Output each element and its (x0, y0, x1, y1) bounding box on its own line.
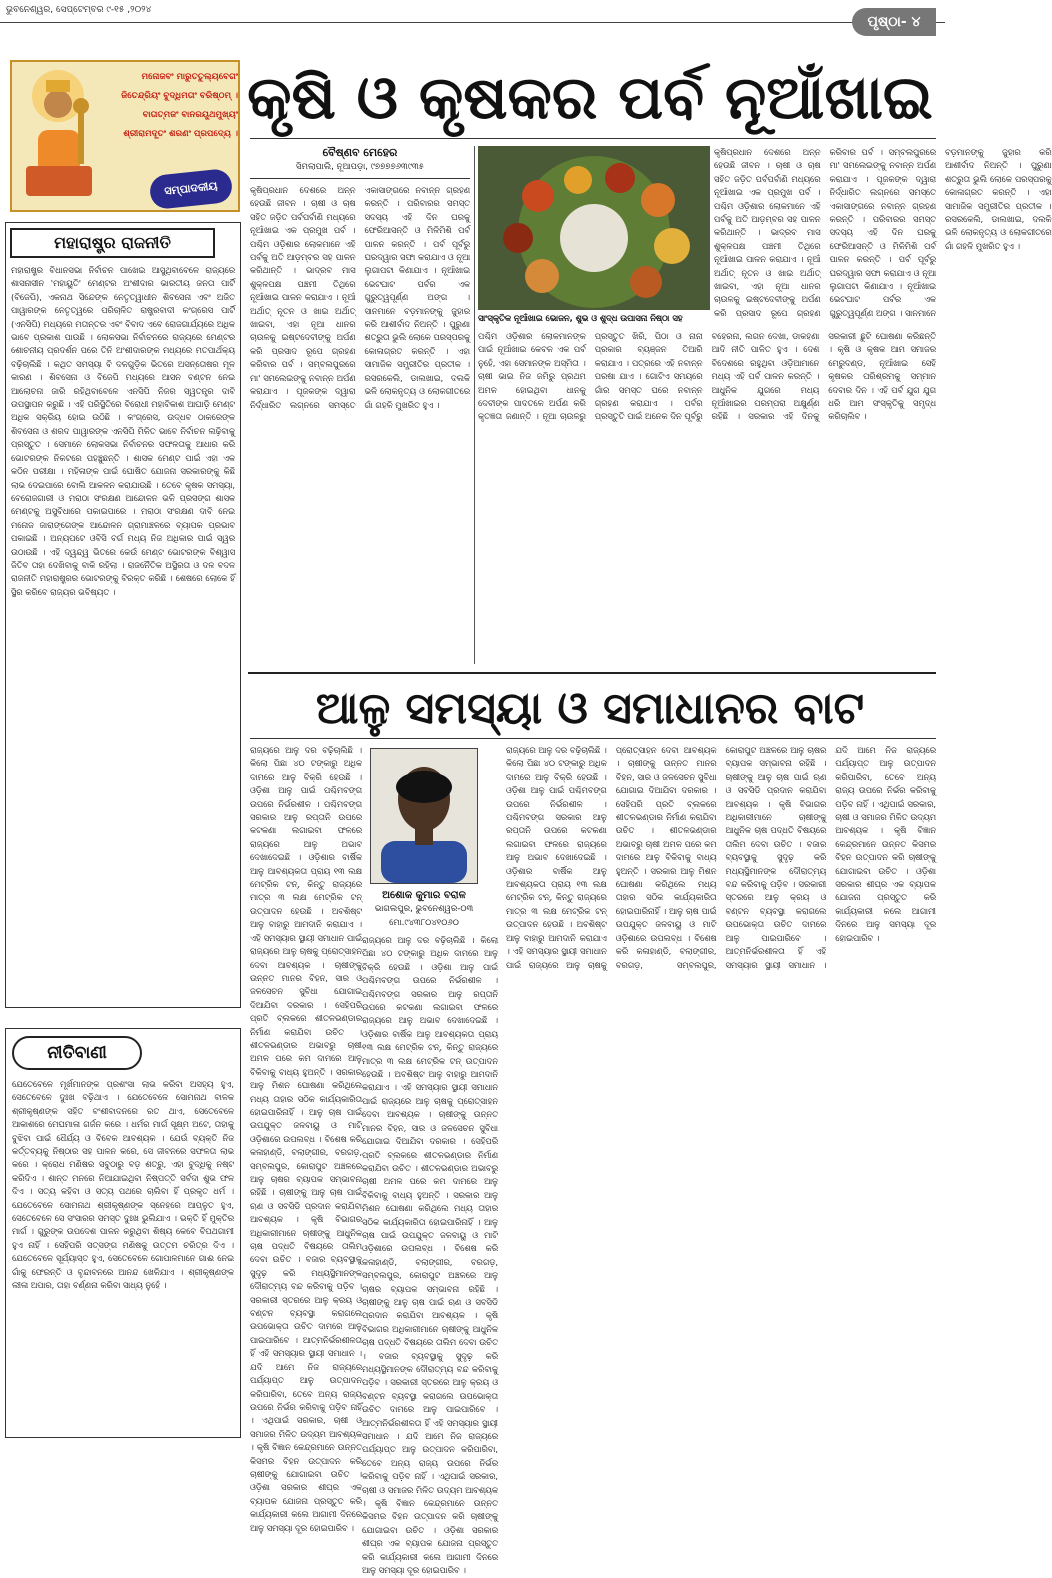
alu-author-phone: ମୋ.୯୪୩୮୦୪୧୦୬୦ (389, 918, 459, 928)
headline-rule (250, 138, 936, 139)
niti-title: ନୀତିବାଣୀ (12, 1036, 142, 1070)
alu-body-left: ରାଜ୍ୟରେ ଆଳୁ ଦର ବଢ଼ିଚାଲିଛି । କିଲୋ ପିଛା ୪୦ ଟଙ୍କାରୁ ଅଧିକ ଦାମରେ ଆଳୁ ବିକ୍ରି ହେଉଛି । ଓଡ଼ିଶା ଆଳୁ ପାଇଁ ପଶ୍ଚିମବଙ୍ଗ ଉପରେ ନିର୍ଭରଶୀଳ । ପଶ୍ଚିମବଙ୍ଗ ସରକାର ଆଳୁ ରପ୍ତାନି ଉପରେ କଟକଣା ଲଗାଇବା ଫଳରେ ରାଜ୍ୟରେ ଆଳୁ ଅଭାବ ଦେଖାଦେଇଛି । ଓଡ଼ିଶାର ବାର୍ଷିକ ଆଳୁ ଆବଶ୍ୟକତା ପ୍ରାୟ ୧୩ ଲକ୍ଷ ମେଟ୍ରିକ ଟନ୍, କିନ୍ତୁ ରାଜ୍ୟରେ ମାତ୍ର ୩ ଲକ୍ଷ ମେଟ୍ରିକ ଟନ୍ ଉତ୍ପାଦନ ହେଉଛି । ଅବଶିଷ୍ଟ ଆଳୁ ବାହାରୁ ଆମଦାନି କରାଯାଏ । ଏହି ସମସ୍ୟାର ସ୍ଥାୟୀ ସମାଧାନ ପାଇଁ ରାଜ୍ୟରେ ଆଳୁ ଚାଷକୁ ପ୍ରୋତ୍ସାହନ ଦେବା ଆବଶ୍ୟକ । ଚାଷୀଙ୍କୁ ଉନ୍ନତ ମାନର ବିହନ, ସାର ଓ ଜଳସେଚନ ସୁବିଧା ଯୋଗାଇ ଦିଆଯିବା ଦରକାର । ସେହିପରି ପ୍ରତି ବ୍ଲକରେ ଶୀତଳଭଣ୍ଡାର ନିର୍ମାଣ କରାଯିବା ଉଚିତ । ଶୀତଳଭଣ୍ଡାର ଅଭାବରୁ ଚାଷୀ ଅମଳ ପରେ କମ ଦାମରେ ଆଳୁ ବିକିବାକୁ ବାଧ୍ୟ ହୁଅନ୍ତି । ସରକାର ଆଳୁ ମିଶନ ଘୋଷଣା କରିଥିଲେ ମଧ୍ୟ ତାହାର ସଠିକ କାର୍ଯ୍ୟକାରିତା ହୋଇପାରିନାହିଁ । ଆଳୁ ଚାଷ ପାଇଁ ଉପଯୁକ୍ତ ଜଳବାୟୁ ଓ ମାଟି ଓଡ଼ିଶାରେ ଉପଲବ୍ଧ । ବିଶେଷ କରି କଳାହାଣ୍ଡି, ବଲାଙ୍ଗୀର, ବରଗଡ଼, ସମ୍ବଲପୁର, କୋରାପୁଟ ଅଞ୍ଚଳରେ ଆଳୁ ଚାଷର ବ୍ୟାପକ ସମ୍ଭାବନା ରହିଛି । ଚାଷୀଙ୍କୁ ଆଳୁ ଚାଷ ପାଇଁ ଋଣ ଓ ସବସିଡି ପ୍ରଦାନ କରାଯିବା ଆବଶ୍ୟକ । କୃଷି ବିଭାଗର ଅଧିକାରୀମାନେ ଚାଷୀଙ୍କୁ ଆଧୁନିକ ଚାଷ ପଦ୍ଧତି ବିଷୟରେ ତାଲିମ ଦେବା ଉଚିତ । ବଜାର ବ୍ୟବସ୍ଥାକୁ ସୁଦୃଢ଼ କରି ମଧ୍ୟସ୍ଥିମାନଙ୍କ ଦୌରାତ୍ମ୍ୟ ବନ୍ଦ କରିବାକୁ ପଡ଼ିବ । ସରକାରୀ ସ୍ତରରେ ଆଳୁ କ୍ରୟ ଓ ବଣ୍ଟନ ବ୍ୟବସ୍ଥା କରାଗଲେ ଉପଭୋକ୍ତା ଉଚିତ ଦାମରେ ଆଳୁ ପାଇପାରିବେ । ଆତ୍ମନିର୍ଭରଶୀଳତା ହିଁ ଏହି ସମସ୍ୟାର ସ୍ଥାୟୀ ସମାଧାନ । ଯଦି ଆମେ ନିଜ ରାଜ୍ୟରେ ପର୍ଯ୍ୟାପ୍ତ ଆଳୁ ଉତ୍ପାଦନ କରିପାରିବା, ତେବେ ଅନ୍ୟ ରାଜ୍ୟ ଉପରେ ନିର୍ଭର କରିବାକୁ ପଡ଼ିବ ନାହିଁ । ଏଥିପାଇଁ ସରକାର, ଚାଷୀ ଓ ସମାଜର ମିଳିତ ଉଦ୍ୟମ ଆବଶ୍ୟକ । କୃଷି ବିଜ୍ଞାନ କେନ୍ଦ୍ରମାନେ ଉନ୍ନତ କିସମର ବିହନ ଉତ୍ପାଦନ କରି ଚାଷୀଙ୍କୁ ଯୋଗାଇବା ଉଚିତ । ଓଡ଼ିଶା ସରକାର ଶୀଘ୍ର ଏକ ବ୍ୟାପକ ଯୋଜନା ପ୍ରସ୍ତୁତ କରି କାର୍ଯ୍ୟକାରୀ କଲେ ଆଗାମୀ ଦିନରେ ଆଳୁ ସମସ୍ୟା ଦୂର ହୋଇପାରିବ । (250, 745, 362, 1533)
nuakhai-author-address: ସିମଲାପାଲି, ନୂଆପଡ଼ା, ୯୭୭୭୭୬୩୯୩୫ (296, 162, 424, 172)
page-number: ପୃଷ୍ଠା- ୪ (852, 8, 936, 36)
alu-body-mid: ରାଜ୍ୟରେ ଆଳୁ ଦର ବଢ଼ିଚାଲିଛି । କିଲୋ ପିଛା ୪୦ ଟଙ୍କାରୁ ଅଧିକ ଦାମରେ ଆଳୁ ବିକ୍ରି ହେଉଛି । ଓଡ଼ିଶା ଆଳୁ ପାଇଁ ପଶ୍ଚିମବଙ୍ଗ ଉପରେ ନିର୍ଭରଶୀଳ । ପଶ୍ଚିମବଙ୍ଗ ସରକାର ଆଳୁ ରପ୍ତାନି ଉପରେ କଟକଣା ଲଗାଇବା ଫଳରେ ରାଜ୍ୟରେ ଆଳୁ ଅଭାବ ଦେଖାଦେଇଛି । ଓଡ଼ିଶାର ବାର୍ଷିକ ଆଳୁ ଆବଶ୍ୟକତା ପ୍ରାୟ ୧୩ ଲକ୍ଷ ମେଟ୍ରିକ ଟନ୍, କିନ୍ତୁ ରାଜ୍ୟରେ ମାତ୍ର ୩ ଲକ୍ଷ ମେଟ୍ରିକ ଟନ୍ ଉତ୍ପାଦନ ହେଉଛି । ଅବଶିଷ୍ଟ ଆଳୁ ବାହାରୁ ଆମଦାନି କରାଯାଏ । ଏହି ସମସ୍ୟାର ସ୍ଥାୟୀ ସମାଧାନ ପାଇଁ ରାଜ୍ୟରେ ଆଳୁ ଚାଷକୁ ପ୍ରୋତ୍ସାହନ ଦେବା ଆବଶ୍ୟକ । ଚାଷୀଙ୍କୁ ଉନ୍ନତ ମାନର ବିହନ, ସାର ଓ ଜଳସେଚନ ସୁବିଧା ଯୋଗାଇ ଦିଆଯିବା ଦରକାର । ସେହିପରି ପ୍ରତି ବ୍ଲକରେ ଶୀତଳଭଣ୍ଡାର ନିର୍ମାଣ କରାଯିବା ଉଚିତ । ଶୀତଳଭଣ୍ଡାର ଅଭାବରୁ ଚାଷୀ ଅମଳ ପରେ କମ ଦାମରେ ଆଳୁ ବିକିବାକୁ ବାଧ୍ୟ ହୁଅନ୍ତି । ସରକାର ଆଳୁ ମିଶନ ଘୋଷଣା କରିଥିଲେ ମଧ୍ୟ ତାହାର ସଠିକ କାର୍ଯ୍ୟକାରିତା ହୋଇପାରିନାହିଁ । ଆଳୁ ଚାଷ ପାଇଁ ଉପଯୁକ୍ତ ଜଳବାୟୁ ଓ ମାଟି ଓଡ଼ିଶାରେ ଉପଲବ୍ଧ । ବିଶେଷ କରି କଳାହାଣ୍ଡି, ବଲାଙ୍ଗୀର, ବରଗଡ଼, ସମ୍ବଲପୁର, କୋରାପୁଟ ଅଞ୍ଚଳରେ ଆଳୁ ଚାଷର ବ୍ୟାପକ ସମ୍ଭାବନା ରହିଛି । ଚାଷୀଙ୍କୁ ଆଳୁ ଚାଷ ପାଇଁ ଋଣ ଓ ସବସିଡି ପ୍ରଦାନ କରାଯିବା ଆବଶ୍ୟକ । କୃଷି ବିଭାଗର ଅଧିକାରୀମାନେ ଚାଷୀଙ୍କୁ ଆଧୁନିକ ଚାଷ ପଦ୍ଧତି ବିଷୟରେ ତାଲିମ ଦେବା ଉଚିତ । ବଜାର ବ୍ୟବସ୍ଥାକୁ ସୁଦୃଢ଼ କରି ମଧ୍ୟସ୍ଥିମାନଙ୍କ ଦୌରାତ୍ମ୍ୟ ବନ୍ଦ କରିବାକୁ ପଡ଼ିବ । ସରକାରୀ ସ୍ତରରେ ଆଳୁ କ୍ରୟ ଓ ବଣ୍ଟନ ବ୍ୟବସ୍ଥା କରାଗଲେ ଉପଭୋକ୍ତା ଉଚିତ ଦାମରେ ଆଳୁ ପାଇପାରିବେ । ଆତ୍ମନିର୍ଭରଶୀଳତା ହିଁ ଏହି ସମସ୍ୟାର ସ୍ଥାୟୀ ସମାଧାନ । ଯଦି ଆମେ ନିଜ ରାଜ୍ୟରେ ପର୍ଯ୍ୟାପ୍ତ ଆଳୁ ଉତ୍ପାଦନ କରିପାରିବା, ତେବେ ଅନ୍ୟ ରାଜ୍ୟ ଉପରେ ନିର୍ଭର କରିବାକୁ ପଡ଼ିବ ନାହିଁ । ଏଥିପାଇଁ ସରକାର, ଚାଷୀ ଓ ସମାଜର ମିଳିତ ଉଦ୍ୟମ ଆବଶ୍ୟକ । କୃଷି ବିଜ୍ଞାନ କେନ୍ଦ୍ରମାନେ ଉନ୍ନତ କିସମର ବିହନ ଉତ୍ପାଦନ କରି ଚାଷୀଙ୍କୁ ଯୋଗାଇବା ଉଚିତ । ଓଡ଼ିଶା ସରକାର ଶୀଘ୍ର ଏକ ବ୍ୟାପକ ଯୋଜନା ପ୍ରସ୍ତୁତ କରି କାର୍ଯ୍ୟକାରୀ କଲେ ଆଗାମୀ ଦିନରେ ଆଳୁ ସମସ୍ୟା ଦୂର ହୋଇପାରିବ । (362, 935, 498, 1576)
verse-line: ଶ୍ରୀରାମଦୂତଂ ଶରଣଂ ପ୍ରପଦ୍ୟେ । (123, 129, 238, 139)
nuakhai-body-3: କୃଷିପ୍ରଧାନ ଦେଶରେ ଅନ୍ନ ହେଉଛି ଜୀବନ । ଚାଷୀ ଓ ଚାଷ ସହିତ ଜଡ଼ିତ ପର୍ବପର୍ବାଣି ମଧ୍ୟରେ ନୂଆଁଖାଇ ଏକ ପ୍ରମୁଖ ପର୍ବ । ପଶ୍ଚିମ ଓଡ଼ିଶାର ଲୋକମାନେ ଏହି ପର୍ବକୁ ଅତି ଆଡ଼ମ୍ବର ସହ ପାଳନ କରିଥାନ୍ତି । ଭାଦ୍ରବ ମାସ ଶୁକ୍ଳପକ୍ଷ ପଞ୍ଚମୀ ତିଥିରେ ନୂଆଁଖାଇ ପାଳନ କରାଯାଏ । ନୂଆଁ ଅର୍ଥାତ୍ ନୂତନ ଓ ଖାଇ ଅର୍ଥାତ୍ ଖାଇବା, ଏହା ନୂଆ ଧାନର ଚାଉଳକୁ ଇଷ୍ଟଦେବୀଙ୍କୁ ଅର୍ପଣ କରି ପ୍ରସାଦ ରୂପେ ଗ୍ରହଣ କରିବାର ପର୍ବ । ସମ୍ବଲପୁରରେ ମା' ସମଲେଇଙ୍କୁ ନବାନ୍ନ ଅର୍ପଣ କରାଯାଏ । ପୂଜକଙ୍କ ଦ୍ୱାରା ନିର୍ଦ୍ଧାରିତ ଲଗ୍ନରେ ସମସ୍ତେ ଏକାସାଙ୍ଗରେ ନବାନ୍ନ ଗ୍ରହଣ କରନ୍ତି । ପରିବାରର ସମସ୍ତ ସଦସ୍ୟ ଏହି ଦିନ ଘରକୁ ଫେରିଆସନ୍ତି ଓ ମିଳିମିଶି ପର୍ବ ପାଳନ କରନ୍ତି । ପର୍ବ ପୂର୍ବରୁ ଘରଦ୍ୱାର ସଫା କରାଯାଏ ଓ ନୂଆ ଲୁଗାପଟା କିଣାଯାଏ । ନୂଆଁଖାଇ ଭେଟଘାଟ ପର୍ବର ଏକ ଗୁରୁତ୍ୱପୂର୍ଣ୍ଣ ଅଙ୍ଗ । ସାନମାନେ ବଡ଼ମାନଙ୍କୁ ଜୁହାର କରି ଆଶୀର୍ବାଦ ନିଅନ୍ତି । ପୁରୁଣା ଶତ୍ରୁତା ଭୁଲି ଲୋକେ ପରସ୍ପରକୁ କୋଳାଗ୍ରତ କରନ୍ତି । ଏହା ସାମାଜିକ ସମ୍ପ୍ରୀତିର ପ୍ରତୀକ । ରସରକେଲି, ଡାଲଖାଇ, ଦଲକି ଭଳି ଲୋକନୃତ୍ୟ ଓ ଲୋକଗୀତରେ ଗାଁ ଗହଳି ମୁଖରିତ ହୁଏ । (714, 147, 1052, 318)
alu-body-right: ରାଜ୍ୟରେ ଆଳୁ ଦର ବଢ଼ିଚାଲିଛି । କିଲୋ ପିଛା ୪୦ ଟଙ୍କାରୁ ଅଧିକ ଦାମରେ ଆଳୁ ବିକ୍ରି ହେଉଛି । ଓଡ଼ିଶା ଆଳୁ ପାଇଁ ପଶ୍ଚିମବଙ୍ଗ ଉପରେ ନିର୍ଭରଶୀଳ । ପଶ୍ଚିମବଙ୍ଗ ସରକାର ଆଳୁ ରପ୍ତାନି ଉପରେ କଟକଣା ଲଗାଇବା ଫଳରେ ରାଜ୍ୟରେ ଆଳୁ ଅଭାବ ଦେଖାଦେଇଛି । ଓଡ଼ିଶାର ବାର୍ଷିକ ଆଳୁ ଆବଶ୍ୟକତା ପ୍ରାୟ ୧୩ ଲକ୍ଷ ମେଟ୍ରିକ ଟନ୍, କିନ୍ତୁ ରାଜ୍ୟରେ ମାତ୍ର ୩ ଲକ୍ଷ ମେଟ୍ରିକ ଟନ୍ ଉତ୍ପାଦନ ହେଉଛି । ଅବଶିଷ୍ଟ ଆଳୁ ବାହାରୁ ଆମଦାନି କରାଯାଏ । ଏହି ସମସ୍ୟାର ସ୍ଥାୟୀ ସମାଧାନ ପାଇଁ ରାଜ୍ୟରେ ଆଳୁ ଚାଷକୁ ପ୍ରୋତ୍ସାହନ ଦେବା ଆବଶ୍ୟକ । ଚାଷୀଙ୍କୁ ଉନ୍ନତ ମାନର ବିହନ, ସାର ଓ ଜଳସେଚନ ସୁବିଧା ଯୋଗାଇ ଦିଆଯିବା ଦରକାର । ସେହିପରି ପ୍ରତି ବ୍ଲକରେ ଶୀତଳଭଣ୍ଡାର ନିର୍ମାଣ କରାଯିବା ଉଚିତ । ଶୀତଳଭଣ୍ଡାର ଅଭାବରୁ ଚାଷୀ ଅମଳ ପରେ କମ ଦାମରେ ଆଳୁ ବିକିବାକୁ ବାଧ୍ୟ ହୁଅନ୍ତି । ସରକାର ଆଳୁ ମିଶନ ଘୋଷଣା କରିଥିଲେ ମଧ୍ୟ ତାହାର ସଠିକ କାର୍ଯ୍ୟକାରିତା ହୋଇପାରିନାହିଁ । ଆଳୁ ଚାଷ ପାଇଁ ଉପଯୁକ୍ତ ଜଳବାୟୁ ଓ ମାଟି ଓଡ଼ିଶାରେ ଉପଲବ୍ଧ । ବିଶେଷ କରି କଳାହାଣ୍ଡି, ବଲାଙ୍ଗୀର, ବରଗଡ଼, ସମ୍ବଲପୁର, କୋରାପୁଟ ଅଞ୍ଚଳରେ ଆଳୁ ଚାଷର ବ୍ୟାପକ ସମ୍ଭାବନା ରହିଛି । ଚାଷୀଙ୍କୁ ଆଳୁ ଚାଷ ପାଇଁ ଋଣ ଓ ସବସିଡି ପ୍ରଦାନ କରାଯିବା ଆବଶ୍ୟକ । କୃଷି ବିଭାଗର ଅଧିକାରୀମାନେ ଚାଷୀଙ୍କୁ ଆଧୁନିକ ଚାଷ ପଦ୍ଧତି ବିଷୟରେ ତାଲିମ ଦେବା ଉଚିତ । ବଜାର ବ୍ୟବସ୍ଥାକୁ ସୁଦୃଢ଼ କରି ମଧ୍ୟସ୍ଥିମାନଙ୍କ ଦୌରାତ୍ମ୍ୟ ବନ୍ଦ କରିବାକୁ ପଡ଼ିବ । ସରକାରୀ ସ୍ତରରେ ଆଳୁ କ୍ରୟ ଓ ବଣ୍ଟନ ବ୍ୟବସ୍ଥା କରାଗଲେ ଉପଭୋକ୍ତା ଉଚିତ ଦାମରେ ଆଳୁ ପାଇପାରିବେ । ଆତ୍ମନିର୍ଭରଶୀଳତା ହିଁ ଏହି ସମସ୍ୟାର ସ୍ଥାୟୀ ସମାଧାନ । ଯଦି ଆମେ ନିଜ ରାଜ୍ୟରେ ପର୍ଯ୍ୟାପ୍ତ ଆଳୁ ଉତ୍ପାଦନ କରିପାରିବା, ତେବେ ଅନ୍ୟ ରାଜ୍ୟ ଉପରେ ନିର୍ଭର କରିବାକୁ ପଡ଼ିବ ନାହିଁ । ଏଥିପାଇଁ ସରକାର, ଚାଷୀ ଓ ସମାଜର ମିଳିତ ଉଦ୍ୟମ ଆବଶ୍ୟକ । କୃଷି ବିଜ୍ଞାନ କେନ୍ଦ୍ରମାନେ ଉନ୍ନତ କିସମର ବିହନ ଉତ୍ପାଦନ କରି ଚାଷୀଙ୍କୁ ଯୋଗାଇବା ଉଚିତ । ଓଡ଼ିଶା ସରକାର ଶୀଘ୍ର ଏକ ବ୍ୟାପକ ଯୋଜନା ପ୍ରସ୍ତୁତ କରି କାର୍ଯ୍ୟକାରୀ କଲେ ଆଗାମୀ ଦିନରେ ଆଳୁ ସମସ୍ୟା ଦୂର ହୋଇପାରିବ । (506, 745, 936, 970)
editorial-banner (10, 60, 240, 212)
section-rule (248, 672, 936, 674)
editorial-body: ମହାରାଷ୍ଟ୍ର ବିଧାନସଭା ନିର୍ବାଚନ ପାଖେଇ ଆସୁଥିବାବେଳେ ରାଜ୍ୟରେ ଶାସନାସୀନ 'ମହାୟୁତି' ମେଣ୍ଟର ଅଂଶୀଦାର ଭାରତୀୟ ଜନତା ପାର୍ଟି (ବିଜେପି), ଏକନାଥ ସିନ୍ଦେଙ୍କ ନେତୃତ୍ୱାଧୀନ ଶିବସେନା ଏବଂ ଅଜିତ ପାୱାରଙ୍କ ନେତୃତ୍ୱରେ ପରିଚାଳିତ ରାଷ୍ଟ୍ରବାଦୀ କଂଗ୍ରେସ ପାର୍ଟି (ଏନସିପି) ମଧ୍ୟରେ ମତାନ୍ତର ଏବଂ ବିବାଦ ଏବେ ରୋଜଗାର୍ଯ୍ୟରେ ଅଧିକ ଭାବେ ପ୍ରକାଶ ପାଉଛି । ଲୋକସଭା ନିର୍ବାଚନରେ ରାଜ୍ୟରେ ମେଣ୍ଟର ଶୋଚନୀୟ ପ୍ରଦର୍ଶନ ପରେ ତିନି ଅଂଶୀଦାରଙ୍କ ମଧ୍ୟରେ ମତପାର୍ଥକ୍ୟ ବଢ଼ିଚାଲିଛି । କଥିତ ସମସ୍ୟା ବି ଦଳଗୁଡ଼ିକ ଭିତରେ ଅସନ୍ତୋଷର ମୂଳ କାରଣ । ଶିବସେନା ଓ ବିଜେପି ମଧ୍ୟରେ ଆସନ ବଣ୍ଟନ ନେଇ ଆଲୋଚନା ଜାରି ରହିଥିବାବେଳେ ଏନସିପି ନିଜର ସ୍ୱତନ୍ତ୍ର ଦାବି ଉପସ୍ଥାପନ କରୁଛି । ଏହି ପରିସ୍ଥିତିରେ ବିରୋଧୀ ମହାବିକାଶ ଆଘାଡ଼ି ମେଣ୍ଟ ଅଧିକ ସକ୍ରିୟ ହୋଇ ଉଠିଛି । କଂଗ୍ରେସ, ଉଦ୍ଧବ ଠାକରେଙ୍କ ଶିବସେନା ଓ ଶରଦ ପାୱାରଙ୍କ ଏନସିପି ମିଳିତ ଭାବେ ନିର୍ବାଚନ ଲଢ଼ିବାକୁ ପ୍ରସ୍ତୁତ । ସେମାନେ ଲୋକସଭା ନିର୍ବାଚନର ସଫଳତାକୁ ଆଧାର କରି ଭୋଟରଙ୍କ ନିକଟରେ ପହଞ୍ଚୁଛନ୍ତି । ଶାସକ ମେଣ୍ଟ ପାଇଁ ଏହା ଏକ କଠିନ ପରୀକ୍ଷା । ମହିଳାଙ୍କ ପାଇଁ ଘୋଷିତ ଯୋଜନା ସରକାରଙ୍କୁ କିଛି ଲାଭ ଦେଇପାରେ ବୋଲି ଆକଳନ କରାଯାଉଛି । ତେବେ କୃଷକ ସମସ୍ୟା, ବେରୋଜଗାରୀ ଓ ମରାଠା ସଂରକ୍ଷଣ ଆନ୍ଦୋଳନ ଭଳି ପ୍ରସଙ୍ଗ ଶାସକ ମେଣ୍ଟକୁ ଅସୁବିଧାରେ ପକାଇପାରେ । ମରାଠା ସଂରକ୍ଷଣ ଦାବି ନେଇ ମନୋଜ ଜାରାଙ୍ଗେଙ୍କ ଆନ୍ଦୋଳନ ଗ୍ରାମାଞ୍ଚଳରେ ବ୍ୟାପକ ପ୍ରଭାବ ପକାଇଛି । ଅନ୍ୟପଟେ ଓବିସି ବର୍ଗ ମଧ୍ୟ ନିଜ ଅଧିକାର ପାଇଁ ସ୍ୱର ଉଠାଉଛି । ଏହି ଦ୍ୱନ୍ଦ୍ୱ ଭିତରେ କେଉଁ ମେଣ୍ଟ ଭୋଟରଙ୍କ ବିଶ୍ୱାସ ଜିତିବ ତାହା ଦେଖିବାକୁ ବାକି ରହିଲା । ରାଜନୈତିକ ଅସ୍ଥିରତା ଓ ଦଳ ବଦଳ ରାଜନୀତି ମହାରାଷ୍ଟ୍ରର ଭୋଟରଙ୍କୁ ବିରକ୍ତ କରିଛି । ଶେଷରେ ଲୋକେ ହିଁ ସ୍ଥିର କରିବେ ରାଜ୍ୟର ଭବିଷ୍ୟତ । (11, 265, 235, 597)
alu-headline-rule (250, 738, 936, 739)
photo-caption: ସାଂସ୍କୃତିକ ନୂଆଁଖାଇ ଭୋଜନ, ଶୁଭ ଓ ଶୁଦ୍ଧ ଉପାସନା ନିଷ୍ଠା ସହ (478, 313, 683, 323)
verse-line: ଜିତେନ୍ଦ୍ରିୟଂ ବୁଦ୍ଧିମତାଂ ବରିଷ୍ଠମ୍ । (121, 91, 238, 101)
verse-line: ମନୋଜବଂ ମାରୁତତୁଲ୍ୟବେଗଂ (141, 72, 238, 82)
nuakhai-food-photo (478, 146, 710, 310)
byline-rule (250, 178, 470, 179)
nuakhai-author: ବୈଷ୍ଣବ ମେହେର (322, 146, 398, 159)
alu-headline: ଆଳୁ ସମସ୍ୟା ଓ ସମାଧାନର ବାଟ (315, 682, 865, 734)
alu-author-address: ଭାଗଲପୁର, ଭୁବନେଶ୍ୱର-୦୩ (374, 904, 474, 914)
nuakhai-headline: କୃଷି ଓ କୃଷକର ପର୍ବ ନୂଆଁଖାଇ (247, 63, 933, 133)
hanuman-illustration (16, 66, 98, 206)
niti-body: ଯେତେବେଳେ ମୂର୍ଖମାନଙ୍କ ପ୍ରଶଂସା ଲାଭ କରିବା ଅସହ୍ୟ ହୁଏ, ସେତେବେଳେ ଦୁଃଖ ବଢ଼ିଥାଏ । ଯେତେବେଳେ ସୋମନାଥ ବାଳକ ଶ୍ରୀକୃଷ୍ଣଙ୍କ ସହିତ ବଂଶୀବାଦନରେ ରତ ଥାଏ, ସେତେବେଳେ ଆକାଶରେ ମେଘମାଳା ଗର୍ଜନ କରେ । ଧର୍ମର ମାର୍ଗ ସୂକ୍ଷ୍ମ ଅଟେ, ତାହାକୁ ବୁଝିବା ପାଇଁ ଧୈର୍ଯ୍ୟ ଓ ବିବେକ ଆବଶ୍ୟକ । ଯେଉଁ ବ୍ୟକ୍ତି ନିଜ କର୍ତ୍ତବ୍ୟକୁ ନିଷ୍ଠାର ସହ ପାଳନ କରେ, ସେ ଜୀବନରେ ସଫଳତା ଲାଭ କରେ । କ୍ରୋଧ ମଣିଷର ସବୁଠାରୁ ବଡ଼ ଶତ୍ରୁ, ଏହା ବୁଦ୍ଧିକୁ ନଷ୍ଟ କରିଦିଏ । ଶାନ୍ତ ମନରେ ନିଆଯାଇଥିବା ନିଷ୍ପତ୍ତି ସର୍ବଦା ଶୁଭ ଫଳ ଦିଏ । ସତ୍ୟ କହିବା ଓ ସତ୍ୟ ପଥରେ ଚାଲିବା ହିଁ ପ୍ରକୃତ ଧର୍ମ । ଯେତେବେଳେ ସୋମନାଥ ଶ୍ରୀକୃଷ୍ଣଙ୍କ ସ୍ନେହରେ ଆପ୍ଳୁତ ହୁଏ, ସେତେବେଳେ ସେ ସଂସାରର ସମସ୍ତ ଦୁଃଖ ଭୁଲିଯାଏ । ଭକ୍ତି ହିଁ ମୁକ୍ତିର ମାର୍ଗ । ଗୁରୁଙ୍କ ଉପଦେଶ ପାଳନ କରୁଥିବା ଶିଷ୍ୟ କେବେ ବିପଥଗାମୀ ହୁଏ ନାହିଁ । ସେହିପରି ସତ୍ସଙ୍ଗ ମଣିଷକୁ ଉତ୍ତମ ଚରିତ୍ର ଦିଏ । ଯେତେବେଳେ ସୂର୍ଯ୍ୟାସ୍ତ ହୁଏ, ସେତେବେଳେ ଗୋପାଳମାନେ ଗାଈ ନେଇ ଗାଁକୁ ଫେରନ୍ତି ଓ ବୃନ୍ଦାବନରେ ଆନନ୍ଦ ଖେଳିଯାଏ । ଶ୍ରୀକୃଷ୍ଣଙ୍କ ଲୀଳା ଅପାର, ତାହା ବର୍ଣ୍ଣନା କରିବା ସାଧ୍ୟ ନୁହେଁ । (12, 1079, 234, 1291)
dateline: ଭୁବନେଶ୍ୱର, ସେପ୍ଟେମ୍ବର ୯-୧୫ ,୨୦୨୪ (6, 5, 152, 15)
verse-line: ବାତାତ୍ମଜଂ ବାନରୟୂଥମୁଖ୍ୟଂ (142, 110, 238, 120)
column-rule (474, 146, 475, 664)
editorial-title: ମହାରାଷ୍ଟ୍ର ରାଜନୀତି (10, 228, 215, 258)
author-photo (370, 748, 478, 884)
verse-block (102, 68, 238, 144)
nuakhai-body-2: ପଶ୍ଚିମ ଓଡ଼ିଶାର ଲୋକମାନଙ୍କ ପାଇଁ ନୂଆଁଖାଇ କେବଳ ଏକ ପର୍ବ ନୁହେଁ, ଏହା ସେମାନଙ୍କ ଅସ୍ମିତା । ଚାଷୀ ଭାଇ ନିଜ ଜମିରୁ ପ୍ରଥମ ଅମଳ ହୋଇଥିବା ଧାନକୁ ଦେବୀଙ୍କ ପାଦତଳେ ଅର୍ପଣ କରି କୃତଜ୍ଞତା ଜଣାନ୍ତି । ନୂଆ ଚାଉଳରୁ ପ୍ରସ୍ତୁତ ଖିରି, ପିଠା ଓ ନାନା ପ୍ରକାର ବ୍ୟଞ୍ଜନ ତିଆରି କରାଯାଏ । ପତ୍ରରେ ଏହି ନବାନ୍ନ ପରଷା ଯାଏ । ଗୋଟିଏ ସମୟରେ ଗାଁର ସମସ୍ତ ଘରେ ନବାନ୍ନ ଗ୍ରହଣ କରାଯାଏ । ପର୍ବର ପ୍ରସ୍ତୁତି ପାଇଁ ଅନେକ ଦିନ ପୂର୍ବରୁ ବହେରନା, ଲଗନ ଦେଖା, ଡାକହଣା ଆଦି ନୀତି ପାଳିତ ହୁଏ । ଦେଶ ବିଦେଶରେ ରହୁଥିବା ଓଡ଼ିଆମାନେ ମଧ୍ୟ ଏହି ପର୍ବ ପାଳନ କରନ୍ତି । ଆଧୁନିକ ଯୁଗରେ ମଧ୍ୟ ନୂଆଁଖାଇର ପରମ୍ପରା ଅକ୍ଷୁର୍ଣ୍ଣ ରହିଛି । ସରକାର ଏହି ଦିନକୁ ସରକାରୀ ଛୁଟି ଘୋଷଣା କରିଛନ୍ତି । କୃଷି ଓ କୃଷକ ଆମ ସମାଜର ମେରୁଦଣ୍ଡ, ନୂଆଁଖାଇ ସେହି କୃଷକର ପରିଶ୍ରମକୁ ସମ୍ମାନ ଦେବାର ଦିନ । ଏହି ପର୍ବ ଯୁଗ ଯୁଗ ଧରି ଆମ ସଂସ୍କୃତିକୁ ସମୃଦ୍ଧ କରିଚାଲିବ । (478, 331, 936, 422)
alu-author: ଅଶୋକ କୁମାର ବରାଳ (382, 890, 466, 901)
nuakhai-body-1: କୃଷିପ୍ରଧାନ ଦେଶରେ ଅନ୍ନ ହେଉଛି ଜୀବନ । ଚାଷୀ ଓ ଚାଷ ସହିତ ଜଡ଼ିତ ପର୍ବପର୍ବାଣି ମଧ୍ୟରେ ନୂଆଁଖାଇ ଏକ ପ୍ରମୁଖ ପର୍ବ । ପଶ୍ଚିମ ଓଡ଼ିଶାର ଲୋକମାନେ ଏହି ପର୍ବକୁ ଅତି ଆଡ଼ମ୍ବର ସହ ପାଳନ କରିଥାନ୍ତି । ଭାଦ୍ରବ ମାସ ଶୁକ୍ଳପକ୍ଷ ପଞ୍ଚମୀ ତିଥିରେ ନୂଆଁଖାଇ ପାଳନ କରାଯାଏ । ନୂଆଁ ଅର୍ଥାତ୍ ନୂତନ ଓ ଖାଇ ଅର୍ଥାତ୍ ଖାଇବା, ଏହା ନୂଆ ଧାନର ଚାଉଳକୁ ଇଷ୍ଟଦେବୀଙ୍କୁ ଅର୍ପଣ କରି ପ୍ରସାଦ ରୂପେ ଗ୍ରହଣ କରିବାର ପର୍ବ । ସମ୍ବଲପୁରରେ ମା' ସମଲେଇଙ୍କୁ ନବାନ୍ନ ଅର୍ପଣ କରାଯାଏ । ପୂଜକଙ୍କ ଦ୍ୱାରା ନିର୍ଦ୍ଧାରିତ ଲଗ୍ନରେ ସମସ୍ତେ ଏକାସାଙ୍ଗରେ ନବାନ୍ନ ଗ୍ରହଣ କରନ୍ତି । ପରିବାରର ସମସ୍ତ ସଦସ୍ୟ ଏହି ଦିନ ଘରକୁ ଫେରିଆସନ୍ତି ଓ ମିଳିମିଶି ପର୍ବ ପାଳନ କରନ୍ତି । ପର୍ବ ପୂର୍ବରୁ ଘରଦ୍ୱାର ସଫା କରାଯାଏ ଓ ନୂଆ ଲୁଗାପଟା କିଣାଯାଏ । ନୂଆଁଖାଇ ଭେଟଘାଟ ପର୍ବର ଏକ ଗୁରୁତ୍ୱପୂର୍ଣ୍ଣ ଅଙ୍ଗ । ସାନମାନେ ବଡ଼ମାନଙ୍କୁ ଜୁହାର କରି ଆଶୀର୍ବାଦ ନିଅନ୍ତି । ପୁରୁଣା ଶତ୍ରୁତା ଭୁଲି ଲୋକେ ପରସ୍ପରକୁ କୋଳାଗ୍ରତ କରନ୍ତି । ଏହା ସାମାଜିକ ସମ୍ପ୍ରୀତିର ପ୍ରତୀକ । ରସରକେଲି, ଡାଲଖାଇ, ଦଲକି ଭଳି ଲୋକନୃତ୍ୟ ଓ ଲୋକଗୀତରେ ଗାଁ ଗହଳି ମୁଖରିତ ହୁଏ । (250, 185, 470, 410)
header-rule (0, 22, 945, 23)
editorial-label: ସମ୍ପାଦକୀୟ (148, 168, 233, 210)
